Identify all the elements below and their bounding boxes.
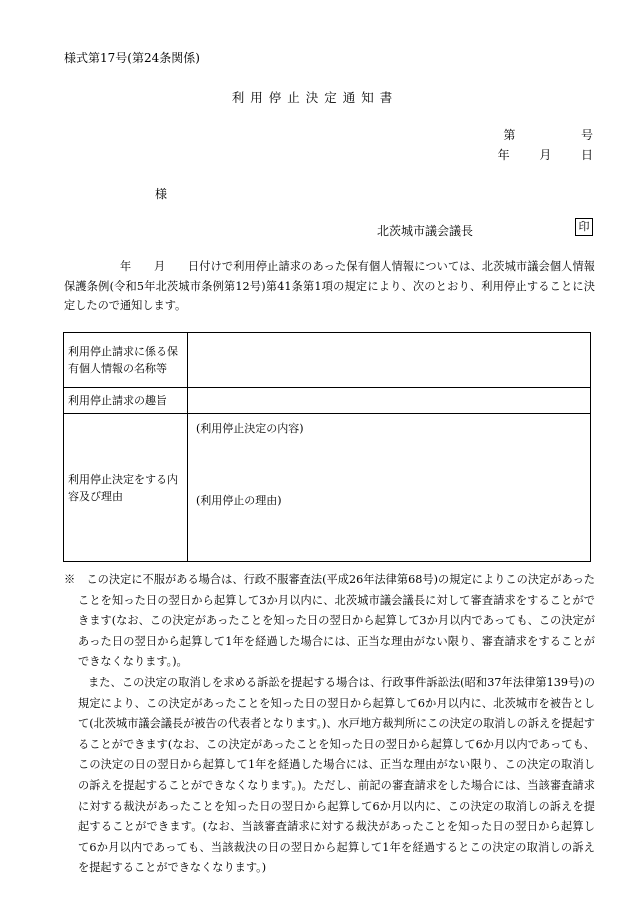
notes-section — [64, 570, 595, 879]
row3-label: 利用停止決定をする内容及び理由 — [64, 414, 188, 562]
date-month: 月 — [539, 148, 552, 162]
note-review: ※ この決定に不服がある場合は、行政不服審査法(平成26年法律第68号)の規定によりこの決定があったことを知った日の翌日から起算して3か月以内に、北茨城市議会議長に対して審査請求をすることができます(なお、この決定があったことを知った日の翌日から起算して3か月以内であっても、この決定があった日の翌日から起算して1年を経過した場合には、正当な理由がない限り、審査請求をすることができなくなります。)。 — [64, 573, 595, 669]
notice-paragraph: 年 月 日付けで利用停止請求のあった保有個人情報については、北茨城市議会個人情報保護条例(令和5年北茨城市条例第12号)第41条第1項の規定により、次のとおり、利用停止することに決定したので通知します。 — [64, 260, 595, 312]
info-table — [63, 332, 591, 562]
decision-reason-heading: (利用停止の理由) — [196, 494, 282, 507]
row3-value — [188, 414, 591, 562]
date-day: 日 — [580, 148, 593, 162]
issuer-name: 北茨城市議会議長 — [377, 224, 474, 238]
issue-date — [498, 146, 593, 163]
reference-number — [503, 126, 593, 143]
addressee-honorific: 様 — [155, 187, 168, 201]
reference-number-prefix: 第 — [503, 128, 516, 142]
row2-label: 利用停止請求の趣旨 — [64, 388, 188, 414]
note-litigation: また、この決定の取消しを求める訴訟を提起する場合は、行政事件訴訟法(昭和37年法律第139号)の規定により、この決定があったことを知った日の翌日から起算して6か月以内に、北茨城市を被告として(北茨城市議会議長が被告の代表者となります。)、水戸地方裁判所にこの決定の取消しの訴えを提起することができます(なお、この決定があったことを知った日の翌日から起算して6か月以内であっても、この決定の日の翌日から起算して1年を経過した場合には、正当な理由がない限り、この決定の取消しの訴えを提起することができなくなります。)。ただし、前記の審査請求をした場合には、当該審査請求に対する裁決があったことを知った日の翌日から起算して6か月以内に、この決定の取消しの訴えを提起することができます。(なお、当該審査請求に対する裁決があったことを知った日の翌日から起算して6か月以内であっても、当該裁決の日の翌日から起算して1年を経過するとこの決定の取消しの訴えを提起することができなくなります。) — [78, 675, 595, 875]
table-row — [64, 414, 591, 562]
row1-label: 利用停止請求に係る保有個人情報の名称等 — [64, 333, 188, 388]
row2-value — [188, 388, 591, 414]
seal-mark: 印 — [575, 218, 593, 236]
decision-content-heading: (利用停止決定の内容) — [196, 422, 304, 435]
table-row — [64, 333, 591, 388]
table-row — [64, 388, 591, 414]
document-title: 利用停止決定通知書 — [231, 90, 399, 105]
reference-number-suffix: 号 — [580, 128, 593, 142]
form-number: 様式第17号(第24条関係) — [64, 51, 200, 65]
date-year: 年 — [497, 148, 510, 162]
row1-value — [188, 333, 591, 388]
